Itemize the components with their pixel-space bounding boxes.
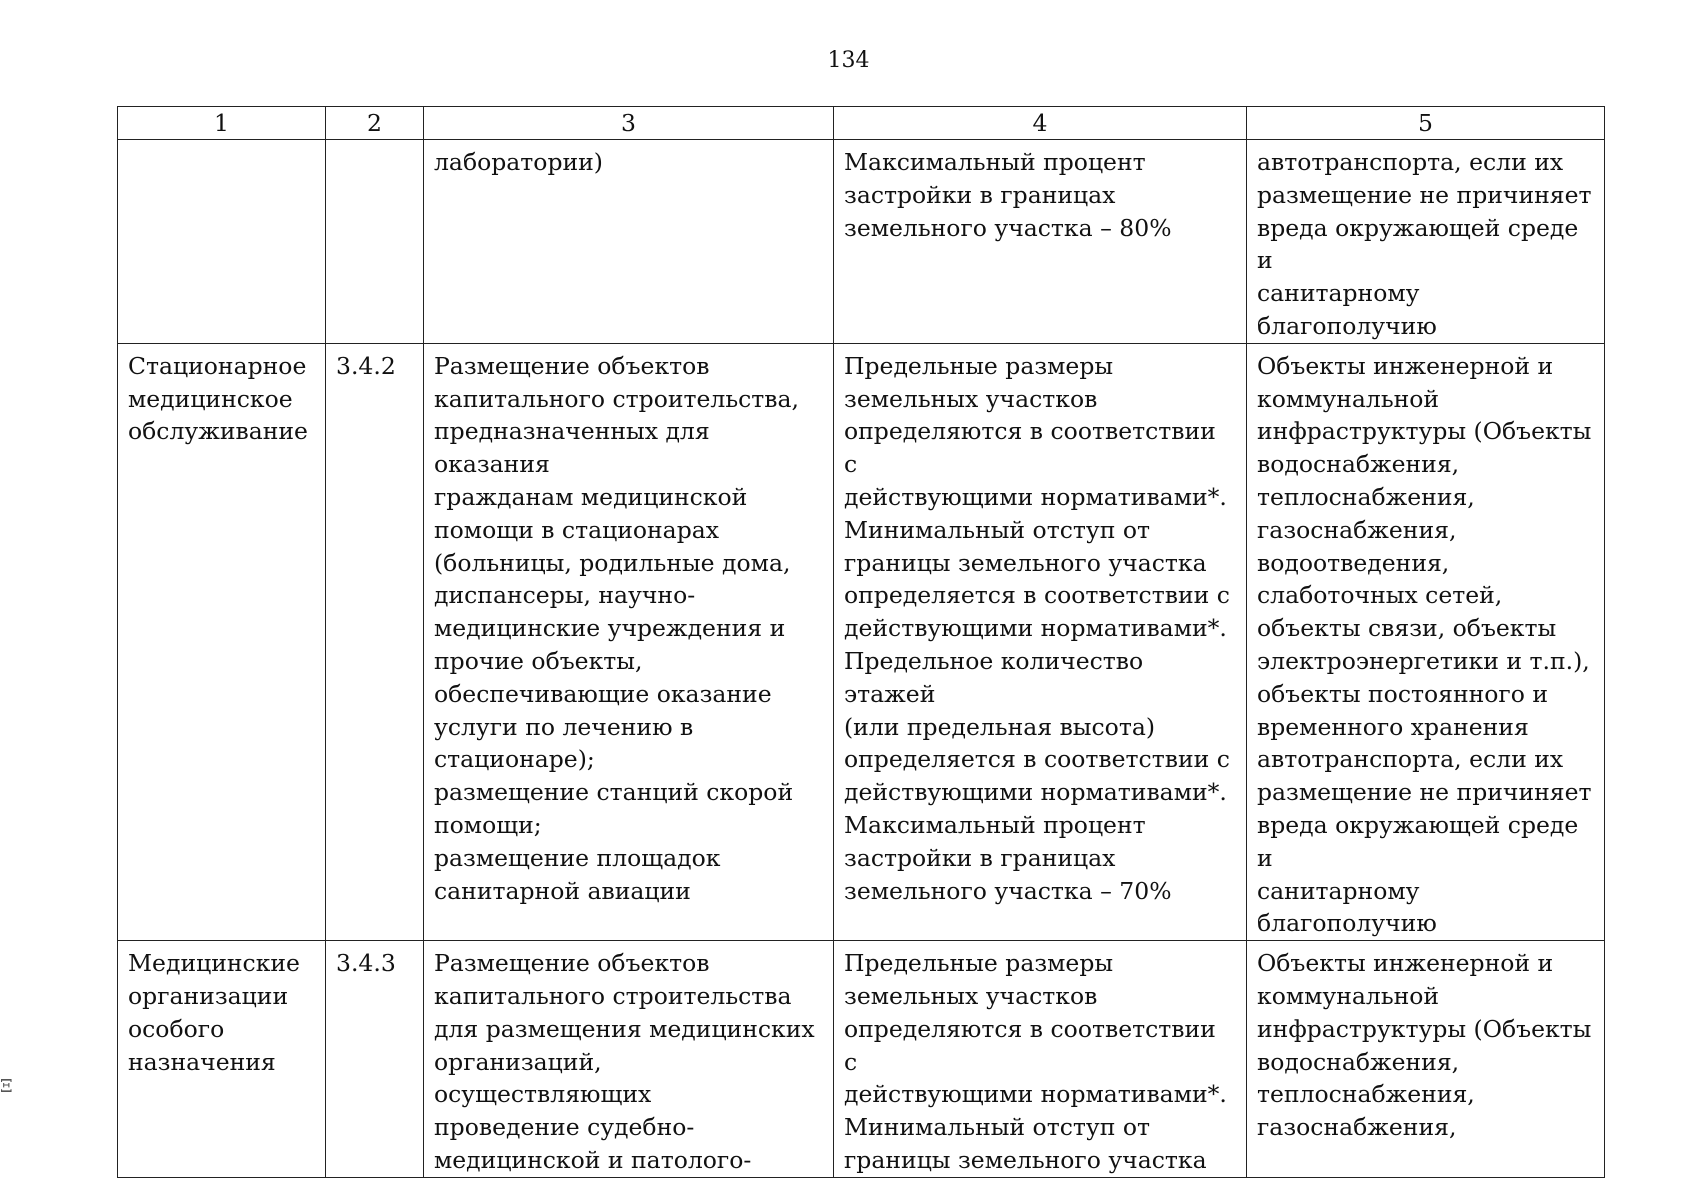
auxiliary-uses-cell: Объекты инженерной и коммунальной инфраструктуры (Объекты водоснабжения, теплоснабжения, газоснабжения, <box>1247 941 1605 1178</box>
column-header-3: 3 <box>424 107 834 140</box>
use-code-cell: 3.4.3 <box>326 941 424 1178</box>
column-header-1: 1 <box>118 107 326 140</box>
margin-mark: Ξ <box>0 1076 13 1097</box>
use-code-cell: 3.4.2 <box>326 343 424 940</box>
use-description-cell: Размещение объектов капитального строительства, предназначенных для оказания гражданам медицинской помощи в стационарах (больницы, родильные дома, диспансеры, научно- медицинские учреждения и прочие объекты, обеспечивающие оказание услуги по лечению в стационаре); размещение станций скорой помощи; размещение площадок санитарной авиации <box>424 343 834 940</box>
table-row <box>118 140 1605 344</box>
use-name-cell: Стационарное медицинское обслуживание <box>118 343 326 940</box>
auxiliary-uses-cell: Объекты инженерной и коммунальной инфраструктуры (Объекты водоснабжения, теплоснабжения, газоснабжения, водоотведения, слаботочных сетей, объекты связи, объекты электроэнергетики и т.п.), объекты постоянного и временного хранения автотранспорта, если их размещение не причиняет вреда окружающей среде и санитарному благополучию <box>1247 343 1605 940</box>
column-header-2: 2 <box>326 107 424 140</box>
use-description-cell: Размещение объектов капитального строительства для размещения медицинских организаций, осуществляющих проведение судебно- медицинской и патолого- <box>424 941 834 1178</box>
use-description-cell: лаборатории) <box>424 140 834 344</box>
parameters-cell: Максимальный процент застройки в границах земельного участка – 80% <box>834 140 1247 344</box>
parameters-cell: Предельные размеры земельных участков определяются в соответствии с действующими нормативами*. Минимальный отступ от границы земельного участка определяется в соответствии с действующими нормативами*. Предельное количество этажей (или предельная высота) определяется в соответствии с действующими нормативами*. Максимальный процент застройки в границах земельного участка – 70% <box>834 343 1247 940</box>
use-name-cell <box>118 140 326 344</box>
column-header-4: 4 <box>834 107 1247 140</box>
table-header-row <box>118 107 1605 140</box>
table-row <box>118 343 1605 940</box>
zoning-table <box>117 106 1605 1178</box>
use-name-cell: Медицинские организации особого назначения <box>118 941 326 1178</box>
parameters-cell: Предельные размеры земельных участков определяются в соответствии с действующими нормативами*. Минимальный отступ от границы земельного участка <box>834 941 1247 1178</box>
page-number: 134 <box>827 48 870 73</box>
use-code-cell <box>326 140 424 344</box>
auxiliary-uses-cell: автотранспорта, если их размещение не причиняет вреда окружающей среде и санитарному благополучию <box>1247 140 1605 344</box>
column-header-5: 5 <box>1247 107 1605 140</box>
table-row <box>118 941 1605 1178</box>
